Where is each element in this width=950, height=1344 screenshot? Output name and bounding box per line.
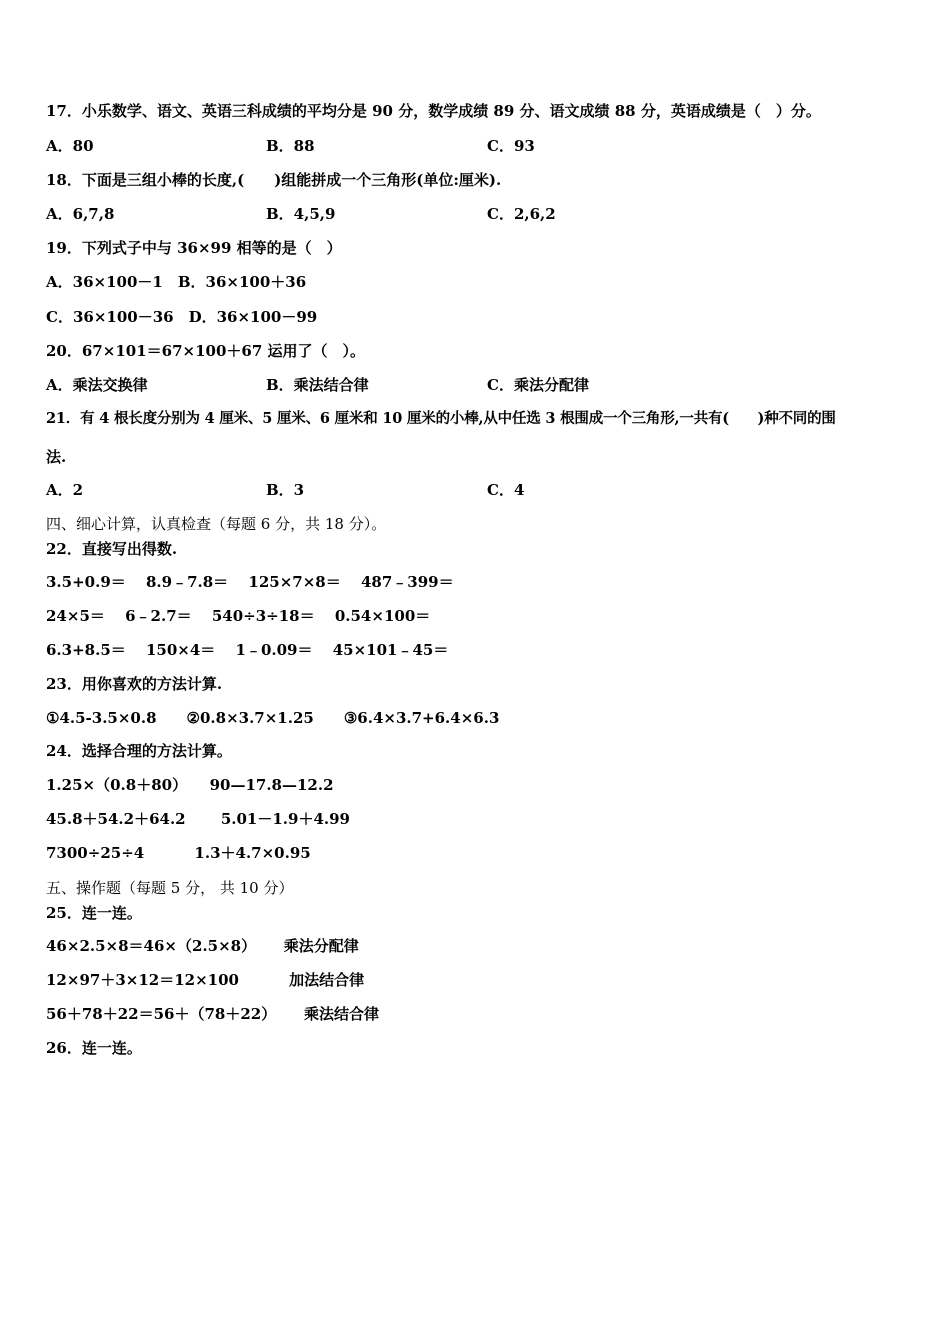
section-4-heading: 四、细心计算，认真检查（每题 6 分，共 18 分）。 xyxy=(46,515,387,533)
q21-option-a: A．2 xyxy=(46,481,84,499)
q22-row3: 6.3+8.5＝ 150×4＝ 1﹣0.09＝ 45×101﹣45＝ xyxy=(46,641,449,659)
q20-stem: 20．67×101＝67×100＋67 运用了（ ）。 xyxy=(46,342,365,360)
q24-row2: 45.8＋54.2＋64.2 5.01－1.9＋4.99 xyxy=(46,810,350,828)
q23-stem: 23．用你喜欢的方法计算. xyxy=(46,675,223,693)
q26-stem: 26．连一连。 xyxy=(46,1039,142,1057)
q19-options-row1: A．36×100－1 B．36×100＋36 xyxy=(46,273,307,291)
q25-stem: 25．连一连。 xyxy=(46,904,142,922)
q20-option-b: B．乘法结合律 xyxy=(266,376,369,394)
q18-stem: 18．下面是三组小棒的长度,( )组能拼成一个三角形(单位:厘米). xyxy=(46,171,502,189)
q20-option-c: C．乘法分配律 xyxy=(487,376,589,394)
section-5-heading: 五、操作题（每题 5 分， 共 10 分） xyxy=(46,879,294,897)
q22-stem: 22．直接写出得数. xyxy=(46,540,178,558)
q17-stem: 17．小乐数学、语文、英语三科成绩的平均分是 90 分，数学成绩 89 分、语文成绩 88 分，英语成绩是（ ）分。 xyxy=(46,102,821,120)
q18-option-b: B．4,5,9 xyxy=(266,205,336,223)
q21-stem-line1: 21．有 4 根长度分别为 4 厘米、5 厘米、6 厘米和 10 厘米的小棒,从中任选 3 根围成一个三角形,一共有( )种不同的围 xyxy=(46,410,836,427)
q25-row2: 12×97＋3×12＝12×100 加法结合律 xyxy=(46,971,365,989)
q25-row1: 46×2.5×8＝46×（2.5×8） 乘法分配律 xyxy=(46,937,359,955)
q18-option-c: C．2,6,2 xyxy=(487,205,556,223)
q17-option-c: C．93 xyxy=(487,137,535,155)
q21-option-c: C．4 xyxy=(487,481,525,499)
q17-option-b: B．88 xyxy=(266,137,315,155)
q23-row1: ①4.5-3.5×0.8 ②0.8×3.7×1.25 ③6.4×3.7+6.4×6.3 xyxy=(46,709,500,727)
q24-row1: 1.25×（0.8＋80） 90—17.8—12.2 xyxy=(46,776,334,794)
q24-row3: 7300÷25÷4 1.3＋4.7×0.95 xyxy=(46,844,311,862)
q20-option-a: A．乘法交换律 xyxy=(46,376,148,394)
q24-stem: 24．选择合理的方法计算。 xyxy=(46,742,232,760)
q19-options-row2: C．36×100－36 D．36×100－99 xyxy=(46,308,318,326)
q22-row1: 3.5+0.9＝ 8.9﹣7.8＝ 125×7×8＝ 487﹣399＝ xyxy=(46,573,454,591)
q17-option-a: A．80 xyxy=(46,137,94,155)
q21-stem-line2: 法. xyxy=(46,448,67,466)
q19-stem: 19．下列式子中与 36×99 相等的是（ ） xyxy=(46,239,342,257)
q25-row3: 56＋78＋22＝56＋（78＋22） 乘法结合律 xyxy=(46,1005,379,1023)
q18-option-a: A．6,7,8 xyxy=(46,205,115,223)
q21-option-b: B．3 xyxy=(266,481,305,499)
q22-row2: 24×5＝ 6﹣2.7＝ 540÷3÷18＝ 0.54×100＝ xyxy=(46,607,431,625)
